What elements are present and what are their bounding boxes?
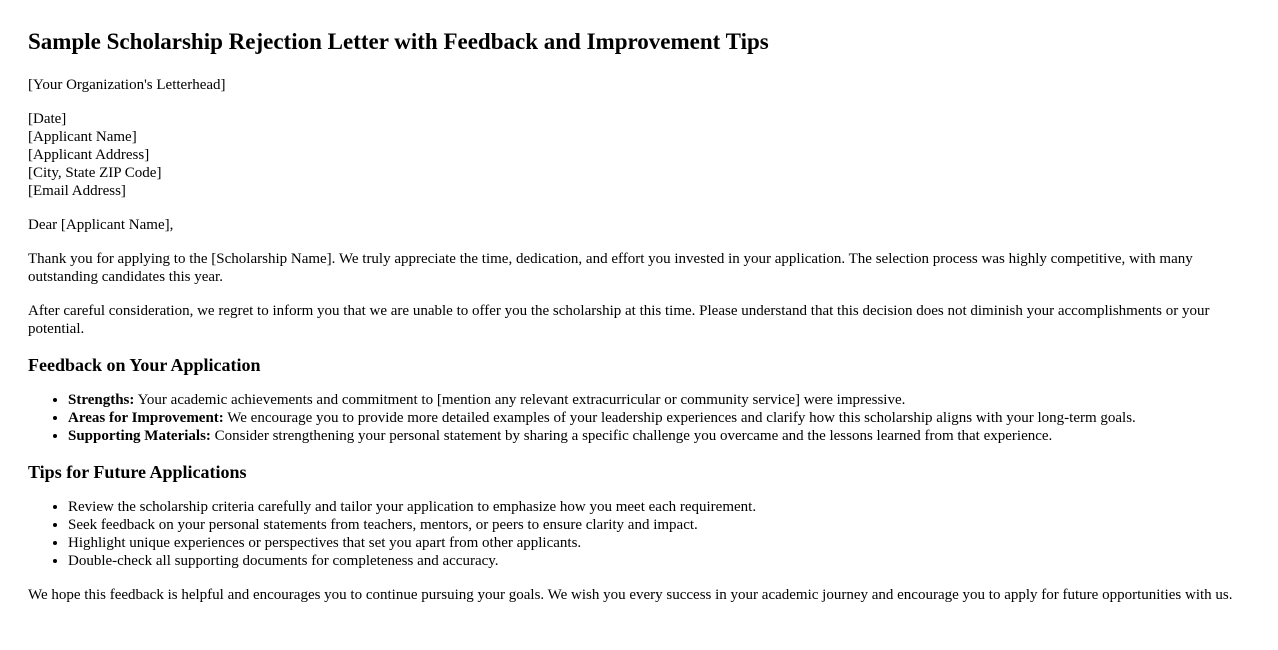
list-item: • Highlight unique experiences or perspectives that set you apart from other applicants. — [68, 534, 1250, 552]
list-item: • Double-check all supporting documents for completeness and accuracy. — [68, 552, 1250, 570]
tips-heading: Tips for Future Applications — [28, 462, 247, 482]
intro-paragraph: Thank you for applying to the [Scholarship Name]. We truly appreciate the time, dedication, and effort you invested in your application. The selection process was highly competitive, with many outstanding candidates this year. — [28, 251, 1193, 285]
feedback-list — [28, 391, 1250, 445]
decision-paragraph: After careful consideration, we regret to inform you that we are unable to offer you the scholarship at this time. Please understand that this decision does not diminish your accomplishments or your potential. — [28, 303, 1210, 337]
email-address-line: [Email Address] — [28, 183, 126, 199]
feedback-text: Your academic achievements and commitment to [mention any relevant extracurricular or community service] were impressive. — [134, 392, 906, 408]
feedback-label: Areas for Improvement: — [68, 410, 224, 426]
tips-list — [28, 498, 1250, 570]
applicant-name-line: [Applicant Name] — [28, 129, 137, 145]
feedback-text: Consider strengthening your personal statement by sharing a specific challenge you overcame and the lessons learned from that experience. — [210, 428, 1053, 444]
date-line: [Date] — [28, 111, 67, 127]
closing-paragraph: We hope this feedback is helpful and encourages you to continue pursuing your goals. We wish you every success in your academic journey and encourage you to apply for future opportunities with us. — [28, 587, 1233, 603]
salutation: Dear [Applicant Name], — [28, 217, 174, 233]
list-item: • Review the scholarship criteria carefully and tailor your application to emphasize how you meet each requirement. — [68, 498, 1250, 516]
letterhead: [Your Organization's Letterhead] — [28, 77, 226, 93]
list-item: • Seek feedback on your personal statements from teachers, mentors, or peers to ensure clarity and impact. — [68, 516, 1250, 534]
applicant-address-line: [Applicant Address] — [28, 147, 150, 163]
list-item — [68, 427, 1250, 445]
feedback-label: Strengths: — [68, 392, 135, 408]
city-state-zip-line: [City, State ZIP Code] — [28, 165, 162, 181]
list-item — [68, 391, 1250, 409]
feedback-label: Supporting Materials: — [68, 428, 211, 444]
feedback-text: We encourage you to provide more detailed examples of your leadership experiences and clarify how this scholarship aligns with your long-term goals. — [223, 410, 1136, 426]
list-item — [68, 409, 1250, 427]
feedback-heading: Feedback on Your Application — [28, 355, 261, 375]
address-block — [28, 110, 1250, 200]
page-title: Sample Scholarship Rejection Letter with Feedback and Improvement Tips — [28, 29, 769, 54]
